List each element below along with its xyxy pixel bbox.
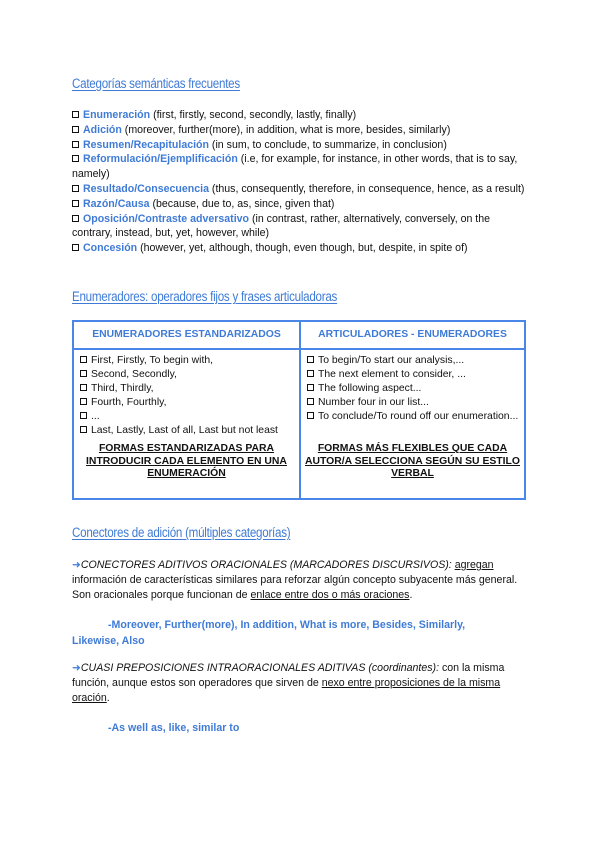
table-item-text: Fourth, Fourthly,	[91, 397, 167, 408]
category-term: Razón/Causa	[83, 197, 150, 210]
category-desc: (thus, consequently, therefore, in consequence, hence, as a result)	[208, 182, 525, 195]
paragraph-text: con la misma función, aunque estos son operadores que sirven de	[72, 662, 505, 689]
table-item-text: Second, Secondly,	[91, 369, 177, 380]
checkbox-icon	[72, 141, 79, 148]
arrow-right-icon: ➜	[72, 559, 81, 571]
table-header: ARTICULADORES - ENUMERADORES	[301, 322, 524, 350]
checkbox-icon	[72, 185, 79, 192]
category-desc: (in contrast, rather, alternatively, conversely, on the contrary, instead, but, yet, however, while)	[72, 212, 491, 240]
checkbox-icon	[72, 215, 79, 222]
section-heading-semantic-categories: Categorías semánticas frecuentes	[72, 76, 240, 91]
table-column-articulators	[301, 322, 524, 498]
checkbox-icon	[80, 398, 87, 405]
checkbox-icon	[80, 356, 87, 363]
table-item	[307, 354, 520, 368]
category-term: Enumeración	[83, 109, 151, 121]
checkbox-icon	[80, 426, 87, 433]
category-desc: (however, yet, although, though, even though, but, despite, in spite of)	[137, 242, 468, 255]
list-item	[72, 152, 532, 182]
table-item-text: Third, Thirdly,	[91, 383, 154, 394]
section-heading-addition-connectors: Conectores de adición (múltiples categorías)	[72, 525, 291, 540]
table-item-list	[307, 354, 520, 424]
table-item	[80, 410, 295, 424]
table-item	[307, 396, 520, 410]
additive-connectors-list: -Moreover, Further(more), In addition, What is more, Besides, Similarly, Likewise, Also	[72, 619, 466, 647]
category-desc: (because, due to, as, since, given that)	[149, 197, 335, 210]
paragraph-text: .	[409, 589, 413, 601]
table-item-list	[80, 354, 295, 438]
checkbox-icon	[80, 412, 87, 419]
paragraph-additive-connectors	[72, 558, 522, 603]
checkbox-icon	[72, 126, 79, 133]
checkbox-icon	[72, 244, 79, 251]
category-desc: (first, firstly, second, secondly, lastly, finally)	[150, 109, 357, 121]
table-item-text: To conclude/To round off our enumeration...	[318, 411, 519, 422]
list-item	[72, 108, 532, 123]
table-item	[307, 410, 520, 424]
table-item-text: The following aspect...	[318, 383, 422, 394]
table-item-text: ...	[91, 411, 100, 422]
checkbox-icon	[72, 111, 79, 118]
checkbox-icon	[307, 370, 314, 377]
table-column-standardized	[74, 322, 301, 498]
category-desc: (i.e, for example, for instance, in other words, that is to say, namely)	[72, 153, 518, 181]
paragraph-text: .	[106, 692, 110, 704]
list-item	[72, 123, 532, 138]
quasi-prepositions-list: -As well as, like, similar to	[108, 722, 240, 734]
checkbox-icon	[72, 200, 79, 207]
enumerators-table	[72, 320, 526, 500]
table-item	[80, 396, 295, 410]
paragraph-text: información de características similares para reforzar algún concepto subyacente más general. Son oracionales porque funcionan de	[72, 574, 518, 601]
checkbox-icon	[307, 384, 314, 391]
category-term: Resumen/Recapitulación	[83, 138, 209, 151]
category-term: Concesión	[83, 242, 138, 255]
category-term: Reformulación/Ejemplificación	[83, 153, 238, 166]
category-term: Oposición/Contraste adversativo	[83, 212, 250, 225]
paragraph-label: CONECTORES ADITIVOS ORACIONALES (MARCADORES DISCURSIVOS):	[80, 559, 452, 571]
table-item	[80, 354, 295, 368]
semantic-categories-list	[72, 108, 532, 256]
paragraph-quasi-prepositions	[72, 661, 522, 706]
list-item	[72, 212, 532, 242]
arrow-right-icon: ➜	[72, 662, 81, 674]
underlined-text: enlace entre dos o más oraciones	[250, 589, 410, 601]
table-item-text: Number four in our list...	[318, 397, 429, 408]
checkbox-icon	[307, 398, 314, 405]
category-term: Adición	[83, 123, 122, 136]
table-footer: FORMAS ESTANDARIZADAS PARA INTRODUCIR CADA ELEMENTO EN UNA ENUMERACIÓN	[86, 443, 287, 479]
table-item	[307, 368, 520, 382]
table-item	[80, 382, 295, 396]
table-footer: FORMAS MÁS FLEXIBLES QUE CADA AUTOR/A SELECCIONA SEGÚN SU ESTILO VERBAL	[305, 443, 520, 479]
checkbox-icon	[72, 155, 79, 162]
table-header: ENUMERADORES ESTANDARIZADOS	[74, 322, 299, 350]
table-item-text: Last, Lastly, Last of all, Last but not least	[91, 425, 278, 436]
category-term: Resultado/Consecuencia	[83, 182, 209, 195]
paragraph-label: CUASI PREPOSICIONES INTRAORACIONALES ADITIVAS (coordinantes):	[80, 662, 440, 674]
checkbox-icon	[307, 356, 314, 363]
table-item-text: First, Firstly, To begin with,	[91, 355, 214, 366]
underlined-text: agregan	[454, 559, 494, 571]
underlined-text: nexo entre proposiciones de la misma oración	[72, 677, 501, 704]
section-heading-enumerators: Enumeradores: operadores fijos y frases articuladoras	[72, 289, 338, 304]
category-desc: (in sum, to conclude, to summarize, in conclusion)	[208, 138, 447, 151]
category-desc: (moreover, further(more), in addition, what is more, besides, similarly)	[121, 123, 451, 136]
checkbox-icon	[80, 384, 87, 391]
checkbox-icon	[80, 370, 87, 377]
table-item-text: To begin/To start our analysis,...	[318, 355, 465, 366]
checkbox-icon	[307, 412, 314, 419]
list-item	[72, 138, 532, 153]
list-item	[72, 241, 532, 256]
table-item-text: The next element to consider, ...	[318, 369, 466, 380]
list-item	[72, 197, 532, 212]
table-item	[80, 368, 295, 382]
list-item	[72, 182, 532, 197]
table-item	[80, 424, 295, 438]
table-item	[307, 382, 520, 396]
